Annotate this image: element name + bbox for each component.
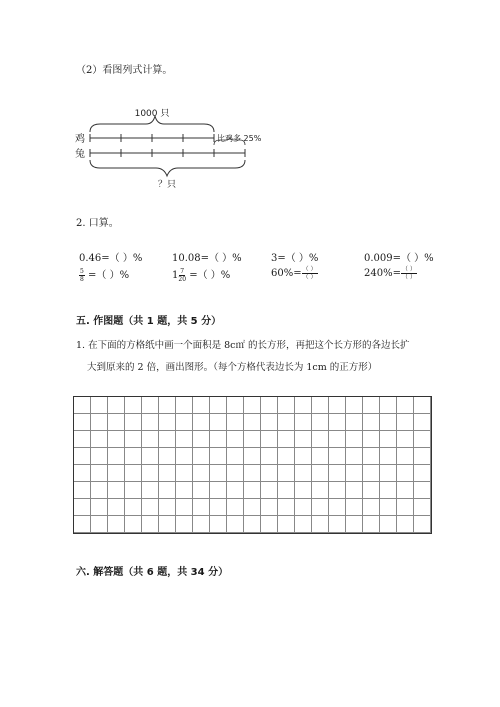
oral-item-8: 240%= $\frac{( )}{( )}$: [364, 266, 416, 281]
section-5-line-1: 1. 在下面的方格纸中画一个面积是 8c㎡ 的长方形，再把这个长方形的各边长扩: [76, 340, 410, 351]
bottom-label: ？只: [157, 180, 177, 190]
oral-item-5: $\frac{5}{8}$ =（ ）%: [80, 268, 130, 283]
question-2-label: （2）看图列式计算。: [76, 65, 173, 76]
section-5-line-2: 大到原来的 2 倍，画出图形。（每个方格代表边长为 1cm 的正方形）: [87, 362, 378, 373]
extra-note: 比鸡多 25%: [217, 134, 262, 143]
rabbit-label: 兔: [75, 149, 85, 160]
oral-heading: 2. 口算。: [76, 218, 119, 229]
oral-item-3: 3=（ ）%: [271, 253, 319, 264]
grid-paper[interactable]: [73, 396, 432, 534]
top-label: 1000 只: [134, 109, 170, 119]
oral-item-2: 10.08=（ ）%: [172, 253, 242, 264]
oral-item-1: 0.46=（ ）%: [79, 253, 143, 264]
section-5-title: 五. 作图题（共 1 题，共 5 分）: [76, 316, 222, 327]
oral-item-6: 1 $\frac{7}{20}$ =（ ）%: [172, 268, 231, 283]
chicken-label: 鸡: [75, 134, 85, 145]
oral-item-7: 60%= $\frac{( )}{( )}$: [271, 266, 317, 281]
oral-item-4: 0.009=（ ）%: [364, 253, 434, 264]
section-6-title: 六. 解答题（共 6 题，共 34 分）: [76, 567, 229, 578]
line-segment-diagram: [70, 102, 270, 194]
